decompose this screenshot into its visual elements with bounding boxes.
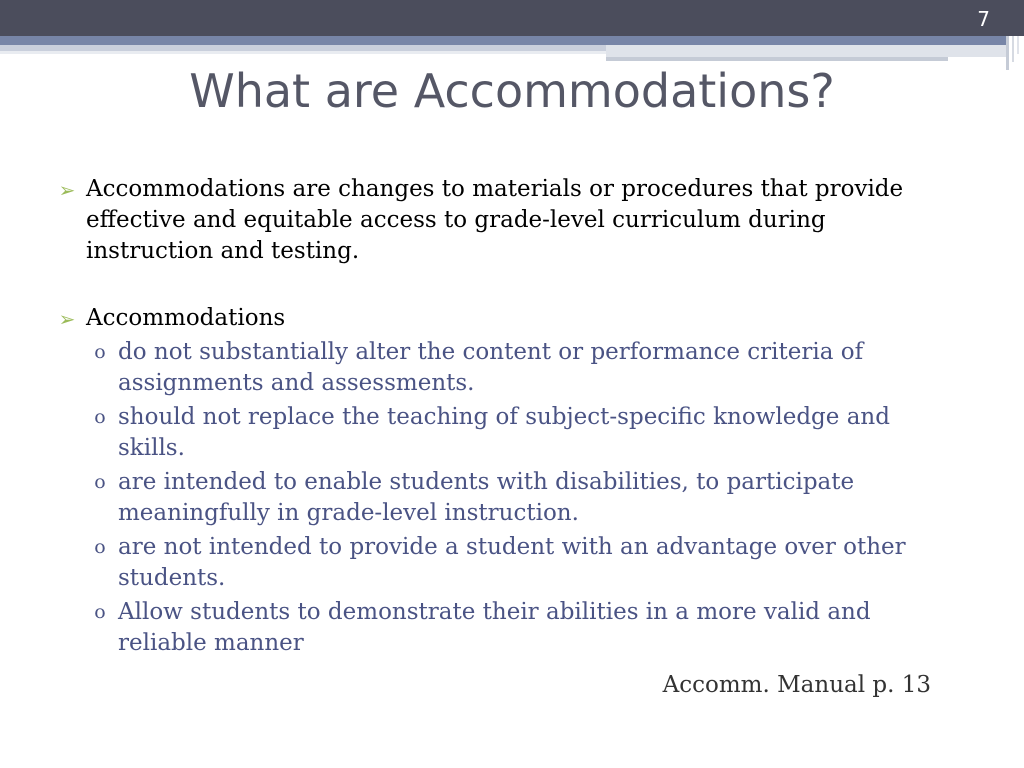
sub-bullet-list: [56, 337, 956, 659]
slide-number: 7: [977, 7, 990, 31]
bullet-text: Accommodations are changes to materials or procedures that provide effective and equitable access to grade-level curriculum during instruction and testing.: [86, 176, 904, 264]
header-stripe: [1017, 36, 1019, 54]
header-stripe: [1012, 36, 1014, 62]
sub-bullet-text: do not substantially alter the content or performance criteria of assignments and assessments.: [118, 339, 864, 396]
header-stripe: [0, 51, 606, 54]
circle-bullet-icon: o: [94, 406, 106, 428]
sub-bullet-item: [56, 337, 956, 399]
citation: Accomm. Manual p. 13: [662, 672, 931, 698]
sub-bullet-item: [56, 597, 956, 659]
bullet-item: [56, 303, 956, 334]
header-stripe: [606, 57, 948, 61]
sub-bullet-item: [56, 532, 956, 594]
bullet-text: Accommodations: [86, 305, 286, 331]
sub-bullet-text: Allow students to demonstrate their abilities in a more valid and reliable manner: [118, 599, 871, 656]
bullet-item: [56, 174, 956, 267]
sub-bullet-text: should not replace the teaching of subject-specific knowledge and skills.: [118, 404, 890, 461]
slide-body: [56, 174, 956, 662]
circle-bullet-icon: o: [94, 536, 106, 558]
slide-title: What are Accommodations?: [189, 64, 835, 118]
header-band: [0, 0, 1024, 36]
header-stripe: [606, 45, 1006, 57]
sub-bullet-item: [56, 402, 956, 464]
circle-bullet-icon: o: [94, 601, 106, 623]
circle-bullet-icon: o: [94, 471, 106, 493]
arrow-bullet-icon: ➢: [58, 307, 76, 331]
arrow-bullet-icon: ➢: [58, 178, 76, 202]
sub-bullet-item: [56, 467, 956, 529]
circle-bullet-icon: o: [94, 341, 106, 363]
header-stripe: [0, 36, 1006, 45]
sub-bullet-text: are intended to enable students with disabilities, to participate meaningfully in grade-level instruction.: [118, 469, 855, 526]
sub-bullet-text: are not intended to provide a student with an advantage over other students.: [118, 534, 906, 591]
